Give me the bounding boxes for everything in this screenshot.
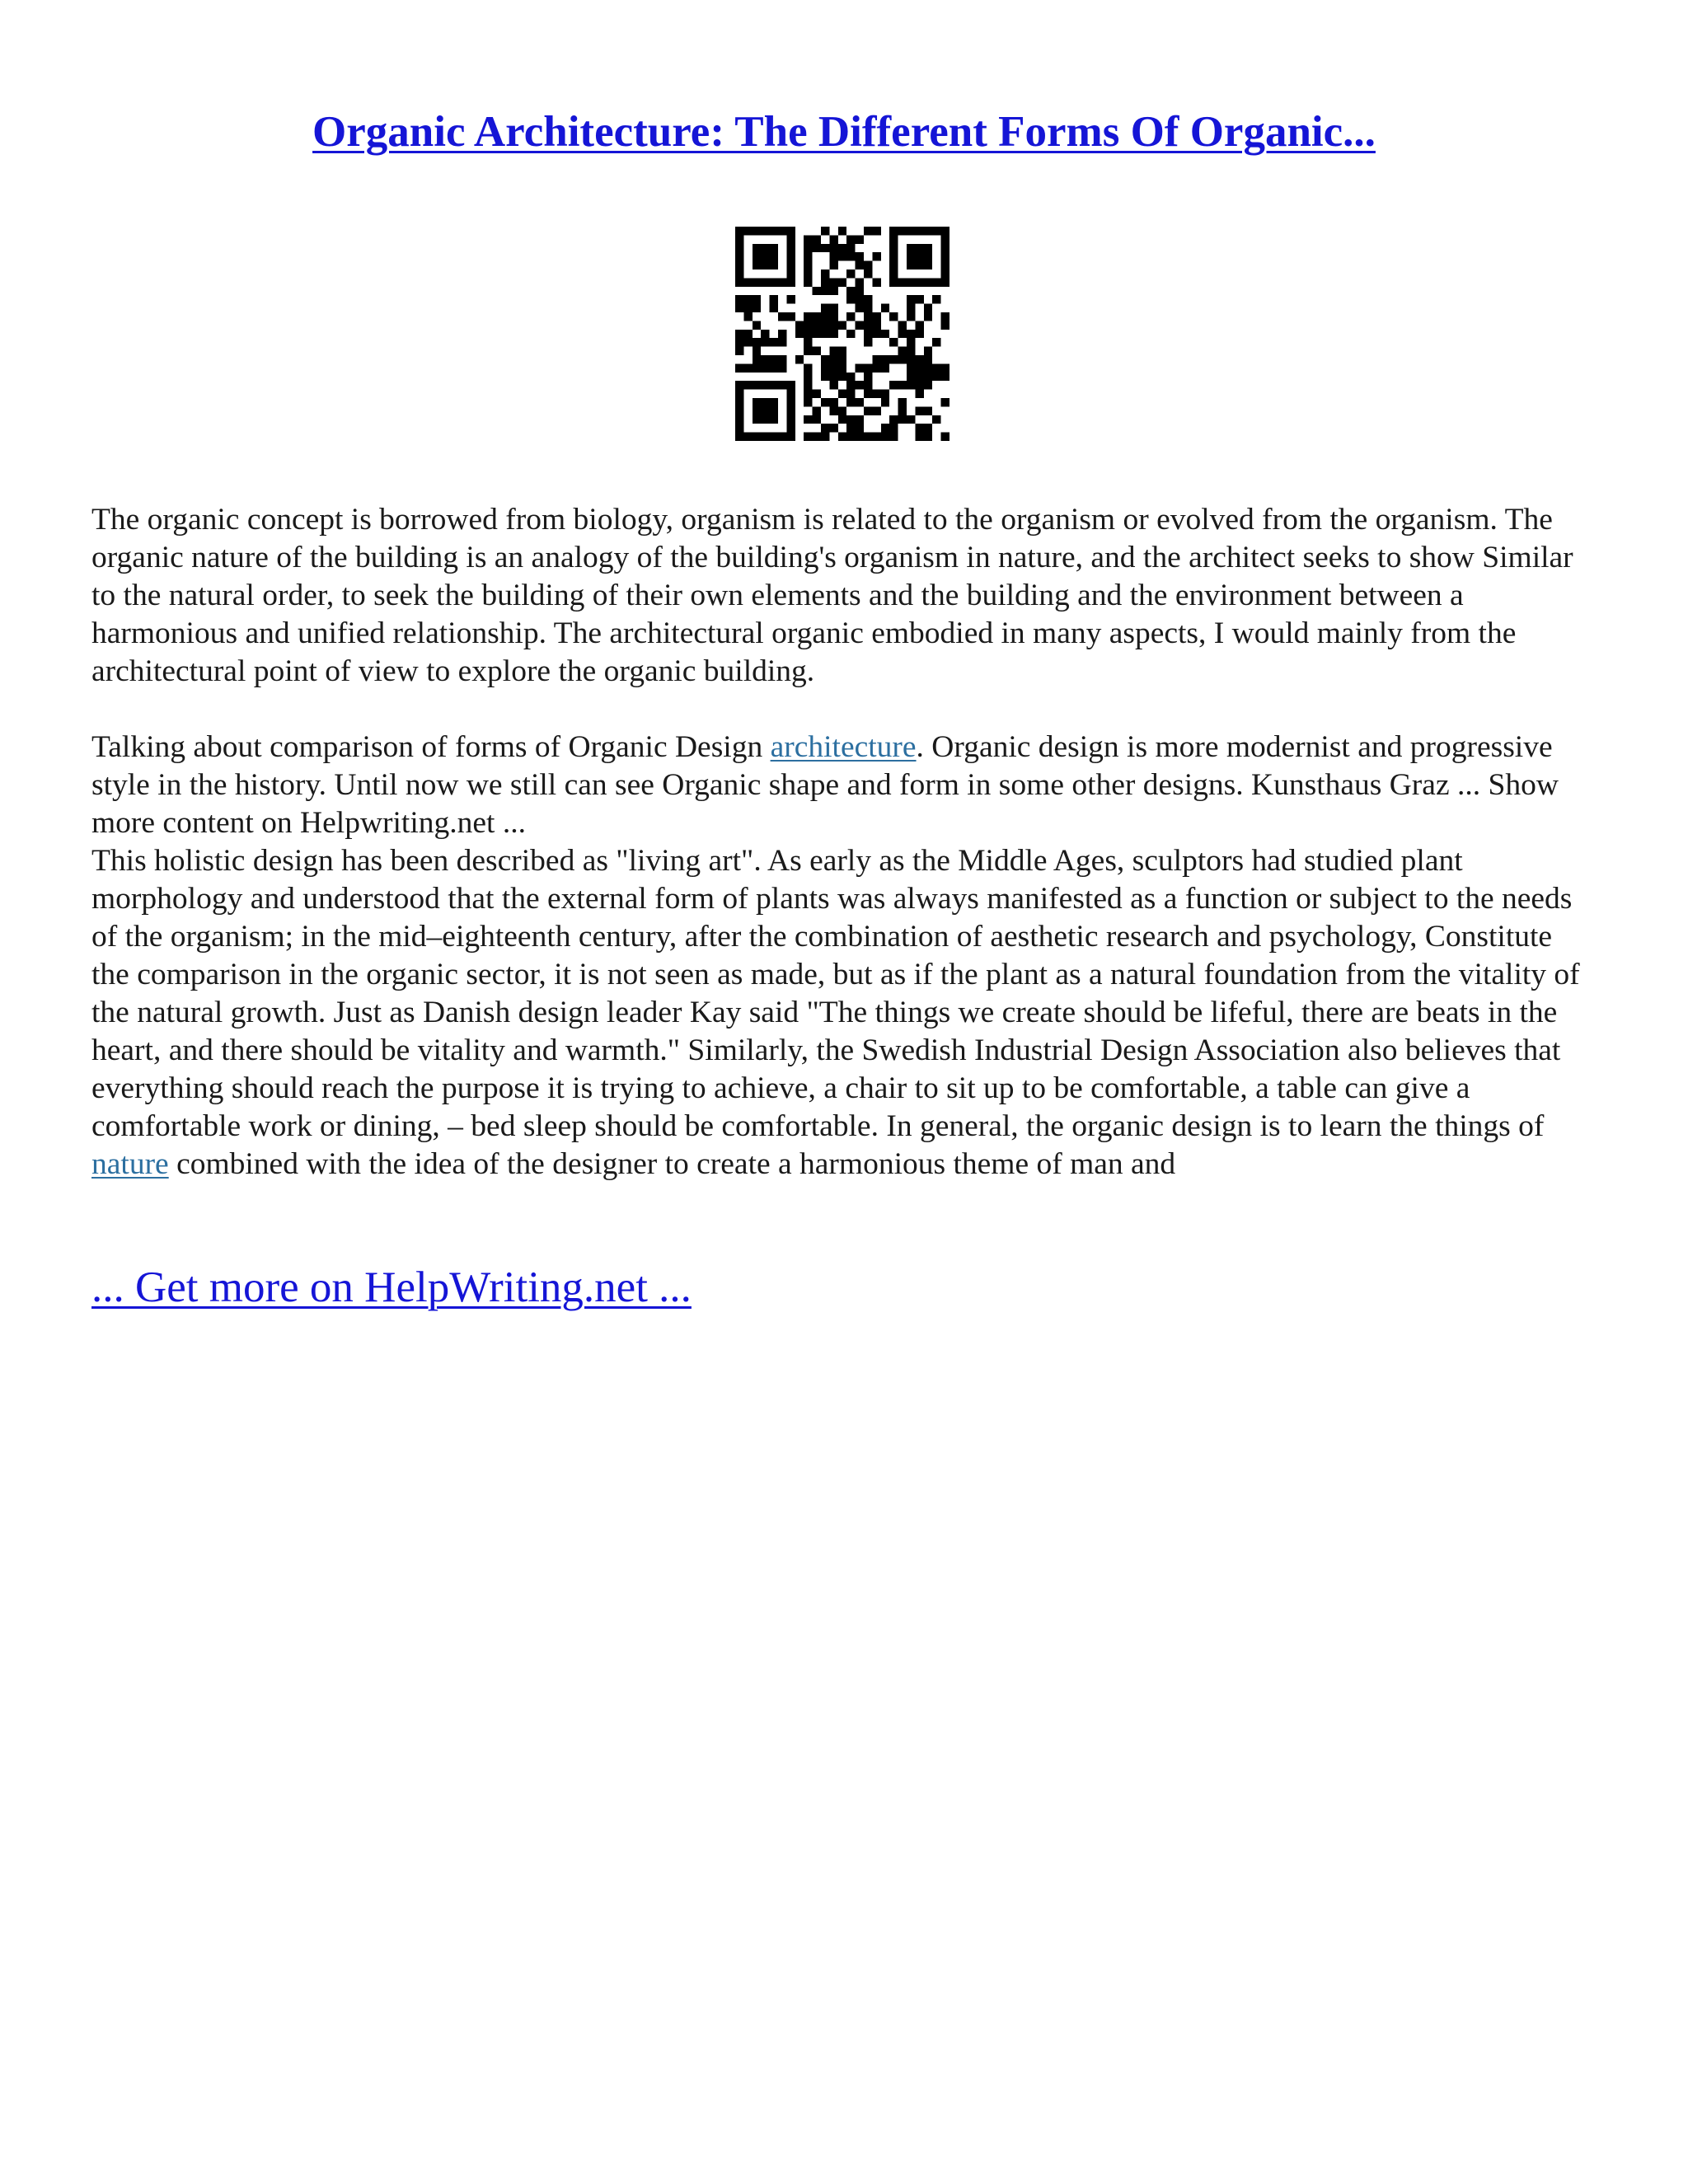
paragraph-text: . Organic design is more modernist and progressive style in the history. Until now we still can see Organic shape and form in some other designs. Kunsthaus Graz ... Show more content on Helpwriting.net ... <box>91 730 1559 840</box>
architecture-link[interactable]: architecture <box>770 730 917 764</box>
paragraph-text: Talking about comparison of forms of Organic Design <box>91 730 771 764</box>
paragraph-comparison <box>91 729 1597 1183</box>
more-link-container <box>91 1263 692 1312</box>
paragraph-text: combined with the idea of the designer to create a harmonious theme of man and <box>168 1147 1176 1181</box>
title-container <box>91 107 1597 157</box>
nature-link[interactable]: nature <box>91 1147 169 1181</box>
paragraph-intro: The organic concept is borrowed from biology, organism is related to the organism or evolved from the organism. The organic nature of the building is an analogy of the building's organism in nature, and the architect seeks to show Similar to the natural order, to seek the building of their own elements and the building and the environment between a harmonious and unified relationship. The architectural organic embodied in many aspects, I would mainly from the architectural point of view to explore the organic building. <box>91 503 1573 688</box>
get-more-link[interactable]: ... Get more on HelpWriting.net ... <box>91 1263 692 1311</box>
document-title-link[interactable]: Organic Architecture: The Different Forms Of Organic... <box>312 108 1376 156</box>
qr-code-icon <box>735 227 950 441</box>
paragraph-text: This holistic design has been described as "living art". As early as the Middle Ages, sculptors had studied plant morphology and understood that the external form of plants was always manifested as a function or subject to the needs of the organism; in the mid–eighteenth century, after the combination of aesthetic research and psychology, Constitute the comparison in the organic sector, it is not seen as made, but as if the plant as a natural foundation from the vitality of the natural growth. Just as Danish design leader Kay said "The things we create should be lifeful, there are beats in the heart, and there should be vitality and warmth." Similarly, the Swedish Industrial Design Association also believes that everything should reach the purpose it is trying to achieve, a chair to sit up to be comfortable, a table can give a comfortable work or dining, – bed sleep should be comfortable. In general, the organic design is to learn the things of <box>91 844 1580 1143</box>
